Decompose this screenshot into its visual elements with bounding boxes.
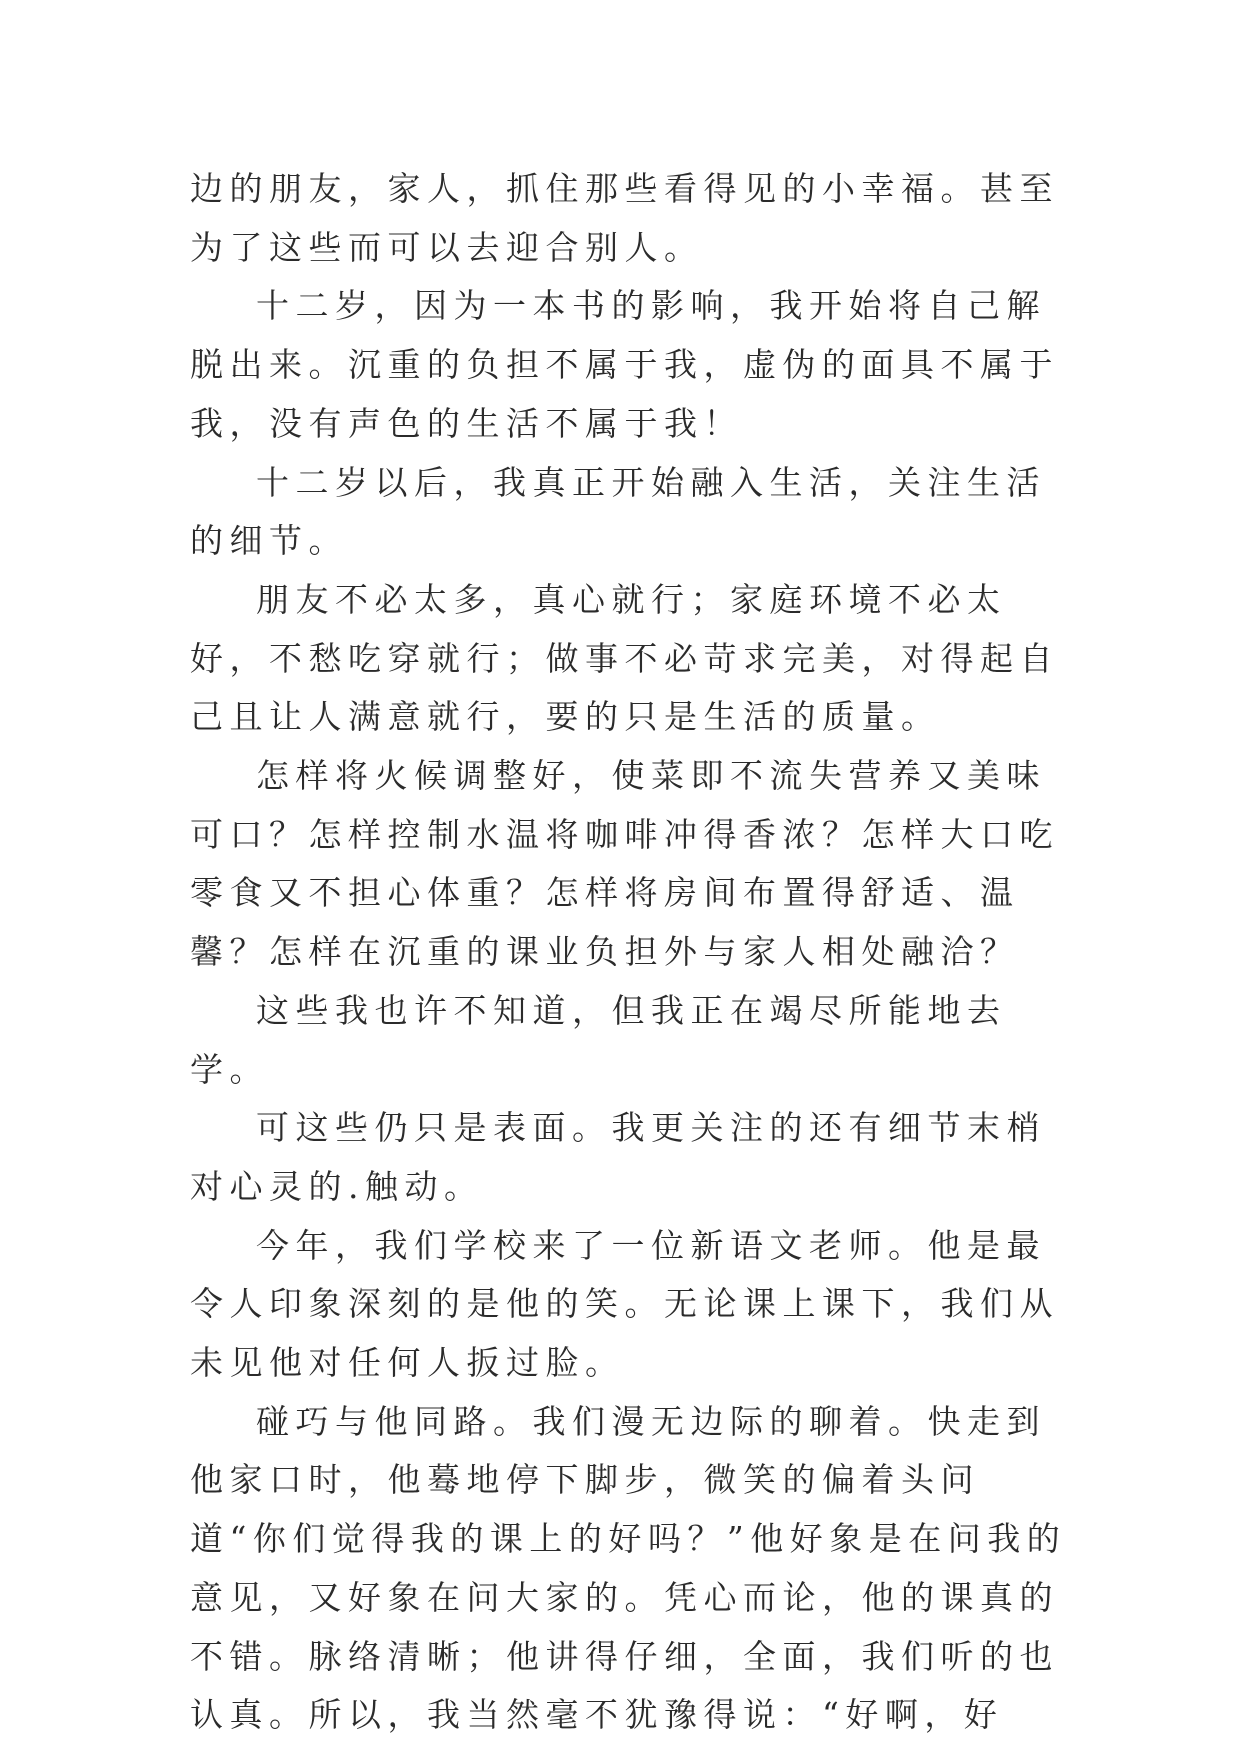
paragraph-8: 今年，我们学校来了一位新语文老师。他是最令人印象深刻的是他的笑。无论课上课下，我们从未见他对任何人扳过脸。 [190, 1225, 1059, 1383]
paragraph-6: 这些我也许不知道，但我正在竭尽所能地去学。 [190, 990, 1007, 1089]
paragraph-2: 十二岁，因为一本书的影响，我开始将自己解脱出来。沉重的负担不属于我，虚伪的面具不属于我，没有声色的生活不属于我！ [190, 286, 1059, 443]
paragraph-1: 边的朋友，家人，抓住那些看得见的小幸福。甚至为了这些而可以去迎合别人。 [190, 169, 1059, 267]
paragraph-4: 朋友不必太多，真心就行；家庭环境不必太好，不愁吃穿就行；做事不必苛求完美，对得起自己且让人满意就行，要的只是生活的质量。 [190, 579, 1059, 737]
paragraph-7: 可这些仍只是表面。我更关注的还有细节末梢对心灵的.触动。 [190, 1108, 1046, 1206]
paragraph-3: 十二岁以后，我真正开始融入生活，关注生活的细节。 [190, 462, 1046, 561]
paragraph-9: 碰巧与他同路。我们漫无边际的聊着。快走到他家口时，他蓦地停下脚步，微笑的偏着头问道“你们觉得我的课上的好吗？”他好象是在问我的意见，又好象在问大家的。凭心而论，他的课真的不错。脉络清晰；他讲得仔细，全面，我们听的也认真。所以，我当然毫不犹豫得说：“好啊，好 [190, 1401, 1067, 1735]
paragraph-5: 怎样将火候调整好，使菜即不流失营养又美味可口？怎样控制水温将咖啡冲得香浓？怎样大口吃零食又不担心体重？怎样将房间布置得舒适、温馨？怎样在沉重的课业负担外与家人相处融洽？ [190, 756, 1059, 972]
essay-body [190, 160, 1070, 1745]
